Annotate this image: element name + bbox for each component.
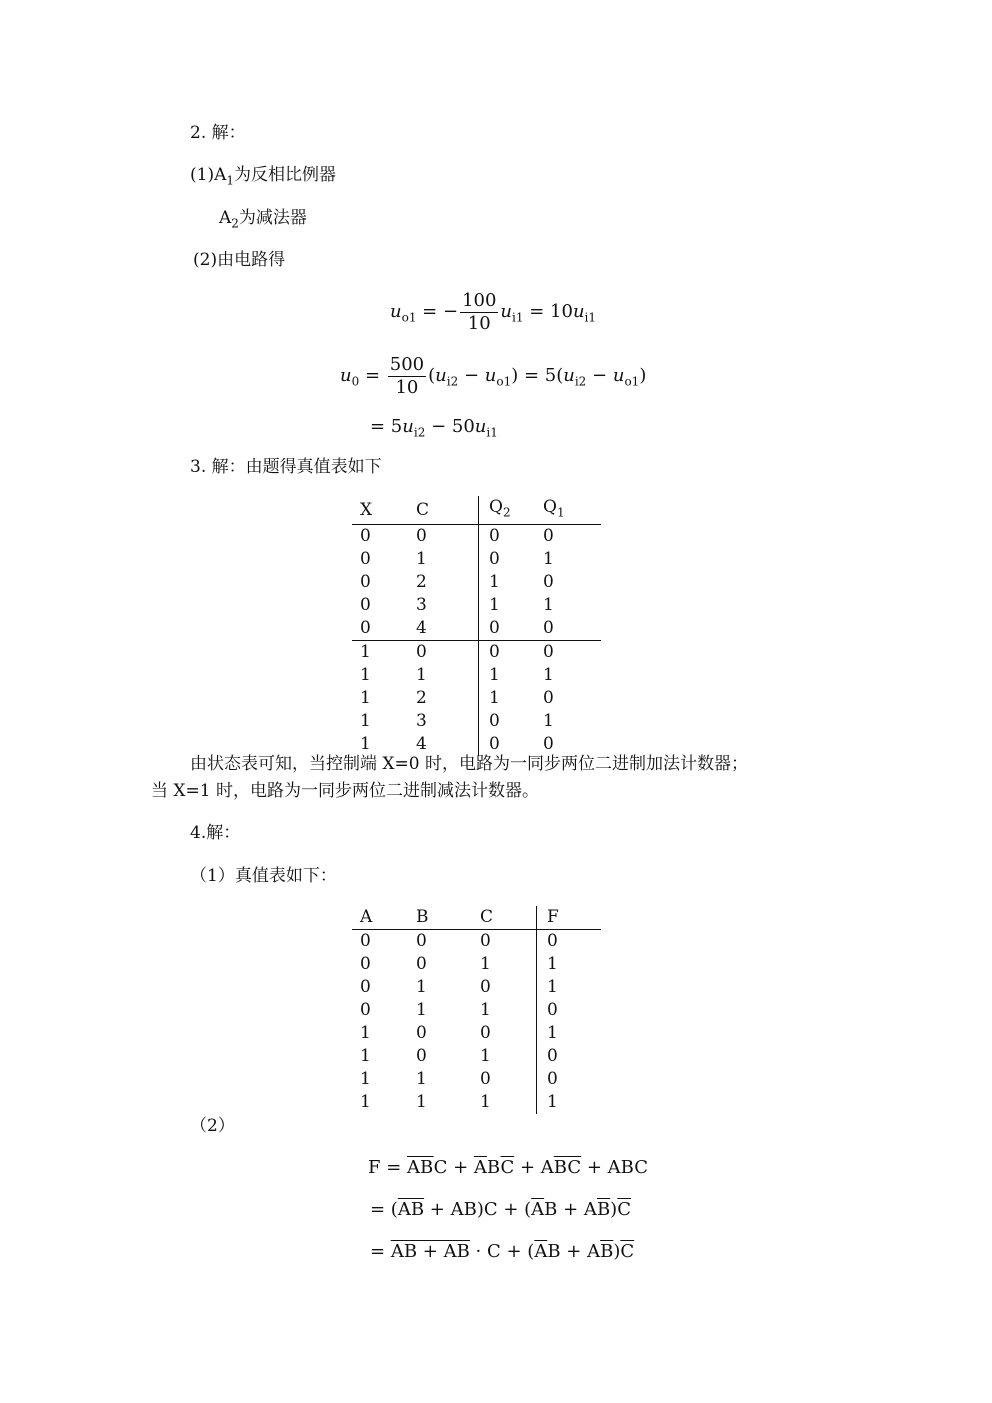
table-row: 1 1 1 1 — [360, 665, 554, 686]
table-header-row — [352, 906, 601, 930]
q4-heading: 4.解： — [190, 823, 241, 843]
q4-part2: （2） — [190, 1116, 235, 1136]
table-row: 1 3 0 1 — [360, 711, 554, 732]
q2-heading: 2. 解： — [190, 123, 246, 143]
header-q2: $Q_2$ — [479, 496, 544, 525]
table-row: 0 0 0 0 — [352, 930, 601, 954]
equation-uo: $u_0$ = $\frac{500}{10}$ $(u_{i2} - u_{o1}) = 5(u_{i2} - u_{o1})$ — [340, 353, 647, 398]
header-c: C — [480, 906, 537, 930]
table-row: 1 4 0 0 — [360, 734, 554, 755]
q3-truth-table — [352, 496, 601, 756]
header-f: F — [537, 906, 602, 930]
equation-f-group: = $(\overline{A}\overline{B} + AB)C + (\overline{A}B + A\overline{B})\overline{C}$ — [370, 1199, 631, 1220]
q4-truth-table — [352, 906, 601, 1114]
equation-f-sum: $F = \overline{A}\overline{B}C + \overline{A}B\overline{C} + A\overline{B}\overline{C}$ + ABC — [368, 1157, 648, 1178]
table-row: 1 0 0 0 — [360, 642, 554, 663]
table-row: 0 1 0 1 — [352, 976, 601, 999]
header-b: B — [416, 906, 480, 930]
q3-conclusion-line1: 由状态表可知，当控制端 X=0 时，电路为一同步两位二进制加法计数器； — [190, 754, 748, 774]
q2-part2: (2)由电路得 — [193, 250, 286, 270]
header-q1: $Q_1$ — [543, 496, 601, 525]
table-row: 1 0 0 1 — [352, 1022, 601, 1045]
table-row: 0 0 1 1 — [352, 953, 601, 976]
table-row: 0 0 0 0 — [360, 526, 554, 547]
table-row: 1 1 1 1 — [352, 1091, 601, 1114]
table-row: 0 1 1 0 — [352, 999, 601, 1022]
header-a: A — [352, 906, 416, 930]
q3-heading: 3. 解：由题得真值表如下 — [190, 457, 382, 477]
table-row: 0 2 1 0 — [360, 572, 554, 593]
table-row: 0 4 0 0 — [352, 617, 601, 641]
q2-part1: $(1)A_1$为反相比例器 — [190, 165, 337, 188]
equation-f-xnor: = AB + AB · $C + (\overline{A}B + A\overline{B})\overline{C}$ — [370, 1241, 635, 1262]
q3-conclusion-line2: 当 X=1 时，电路为一同步两位二进制减法计数器。 — [151, 781, 539, 801]
q4-part1: （1）真值表如下： — [190, 866, 337, 886]
header-x: X — [352, 496, 416, 525]
table-row: 0 3 1 1 — [360, 595, 554, 616]
table-header-row — [352, 496, 601, 525]
equation-uo1: $u_{o1}$ = − $\frac{100}{10}$ $u_{i1} = 10u_{i1}$ — [390, 289, 597, 334]
header-c: C — [416, 496, 479, 525]
q2-a2-line: $A_2$为减法器 — [219, 208, 307, 231]
equation-uo-result: = $5u_{i2} - 50u_{i1}$ — [370, 416, 498, 440]
table-row: 1 0 1 0 — [352, 1045, 601, 1068]
table-row: 0 1 0 1 — [360, 549, 554, 570]
table-row: 1 2 1 0 — [360, 688, 554, 709]
table-row: 1 1 0 0 — [352, 1068, 601, 1091]
